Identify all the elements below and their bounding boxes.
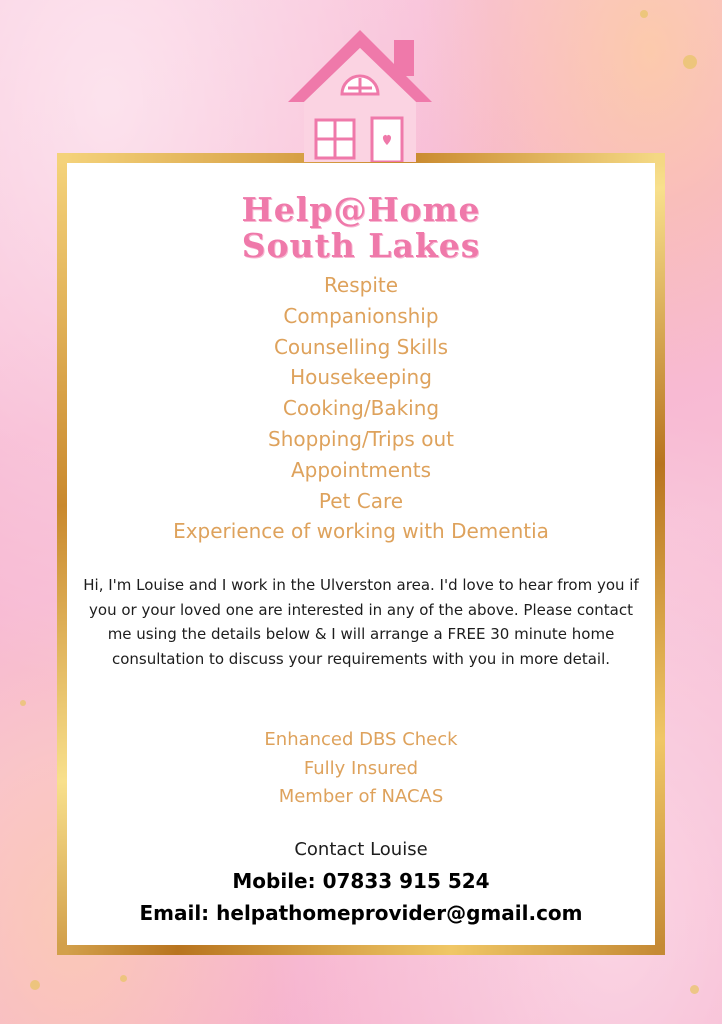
- intro-paragraph: Hi, I'm Louise and I work in the Ulverston area. I'd love to hear from you if you or your loved one are interested in any of the above. Please contact me using the details below & I will arrange a FREE 30 minute home consultation to discuss your requirements with you in more detail.: [83, 576, 639, 668]
- brand-title-line1: Help@Home: [241, 190, 481, 229]
- brand-title-line2: South Lakes: [241, 226, 481, 265]
- gold-speck: [690, 985, 699, 994]
- credential-item: Enhanced DBS Check: [264, 729, 458, 750]
- services-list: [0, 270, 722, 547]
- credential-item: Member of NACAS: [278, 786, 444, 807]
- gold-speck: [30, 980, 40, 990]
- gold-speck: [640, 10, 648, 18]
- gold-speck: [20, 700, 26, 706]
- service-item: Companionship: [283, 303, 439, 328]
- service-item: Counselling Skills: [273, 334, 449, 359]
- contact-email: Email: helpathomeprovider@gmail.com: [139, 901, 583, 925]
- service-item: Shopping/Trips out: [268, 426, 454, 451]
- service-item: Experience of working with Dementia: [173, 519, 549, 544]
- service-item: Cooking/Baking: [282, 396, 440, 421]
- contact-label: Contact Louise: [294, 839, 428, 860]
- credential-item: Fully Insured: [303, 757, 419, 779]
- contact-mobile: Mobile: 07833 915 524: [232, 869, 490, 893]
- service-item: Housekeeping: [290, 365, 432, 390]
- credentials-list: [0, 726, 722, 812]
- service-item: Respite: [323, 273, 399, 297]
- service-item: Pet Care: [318, 488, 404, 513]
- gold-speck: [120, 975, 127, 982]
- gold-speck: [683, 55, 697, 69]
- service-item: Appointments: [290, 457, 432, 482]
- house-icon: [286, 28, 434, 162]
